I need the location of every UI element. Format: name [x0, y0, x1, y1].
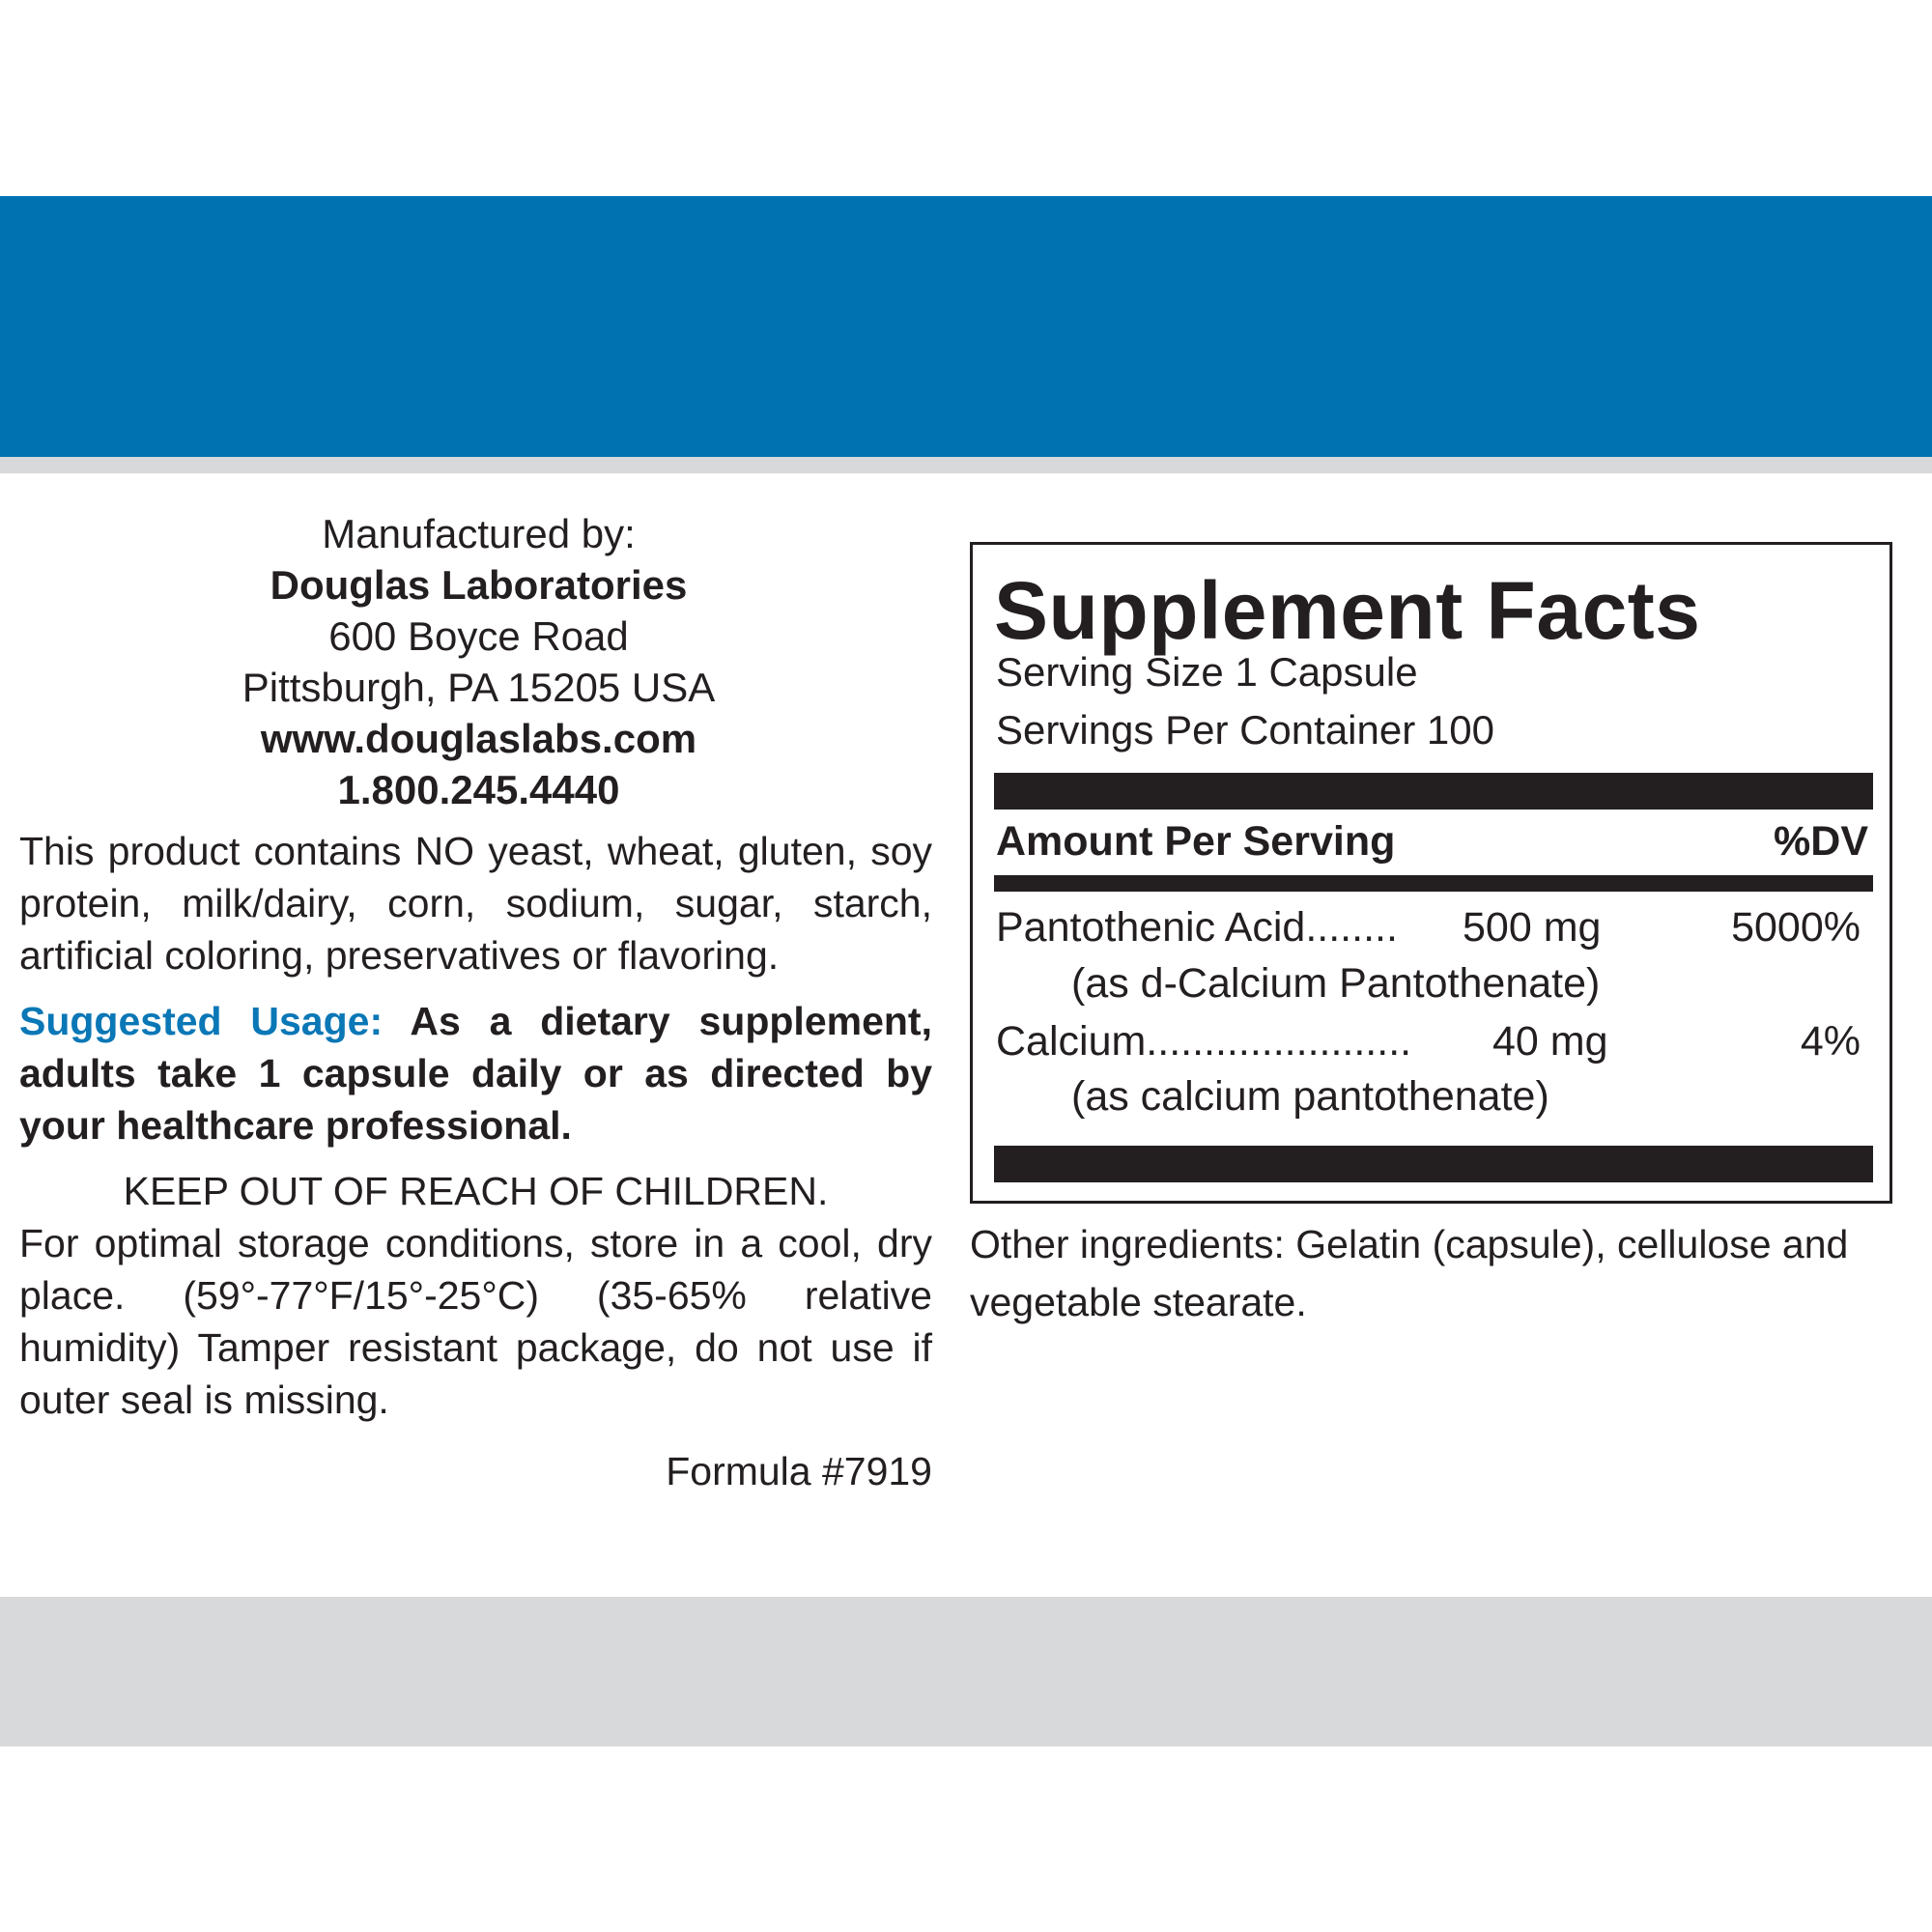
manufacturer-phone: 1.800.245.4440 [337, 767, 620, 812]
nutrient-source: (as calcium pantothenate) [1071, 1073, 1549, 1120]
storage-instructions: For optimal storage conditions, store in a cool, dry place. (59°-77°F/15°-25°C) (35-65% relative humidity) Tamper resistant package, do not use if outer seal is missing. [19, 1221, 932, 1422]
supplement-facts-panel [970, 542, 1892, 1204]
suggested-usage-label: Suggested Usage: [19, 999, 384, 1043]
medium-rule [994, 875, 1873, 892]
manufacturer-website: www.douglaslabs.com [260, 716, 697, 761]
suggested-usage [19, 995, 932, 1151]
thick-rule-bottom [994, 1146, 1873, 1182]
nutrient-dv: 4% [1800, 1018, 1861, 1065]
facts-title: Supplement Facts [994, 565, 1701, 656]
dv-header: %DV [1774, 818, 1868, 865]
nutrient-dv: 5000% [1731, 904, 1861, 951]
nutrient-amount: 500 mg [1463, 904, 1602, 951]
manufacturer-intro: Manufactured by: [322, 511, 636, 556]
suggested-usage-text: As a dietary supplement, adults take 1 capsule daily or as directed by your healthcare professional. [19, 999, 932, 1148]
formula-number: Formula #7919 [666, 1449, 932, 1493]
thick-rule-top [994, 773, 1873, 810]
nutrient-name: Pantothenic Acid........ [996, 904, 1398, 951]
top-blue-band [0, 196, 1932, 457]
manufacturer-name: Douglas Laboratories [270, 562, 688, 608]
nutrient-source: (as d-Calcium Pantothenate) [1071, 960, 1601, 1007]
nutrient-name: Calcium....................... [996, 1018, 1412, 1065]
contains-statement: This product contains NO yeast, wheat, gluten, soy protein, milk/dairy, corn, sodium, sugar, starch, artificial coloring, preservatives or flavoring. [19, 829, 932, 978]
serving-size: Serving Size 1 Capsule [996, 649, 1418, 695]
manufacturer-city: Pittsburgh, PA 15205 USA [242, 665, 716, 710]
manufacturer-block [22, 508, 935, 815]
grey-divider-line [0, 457, 1932, 473]
nutrient-amount: 40 mg [1492, 1018, 1608, 1065]
manufacturer-street: 600 Boyce Road [328, 613, 629, 659]
other-ingredients: Other ingredients: Gelatin (capsule), cellulose and vegetable stearate. [970, 1222, 1849, 1324]
children-warning: KEEP OUT OF REACH OF CHILDREN. [123, 1169, 829, 1213]
label-left-column [19, 508, 932, 1497]
bottom-grey-band [0, 1597, 1932, 1747]
servings-per-container: Servings Per Container 100 [996, 707, 1494, 753]
amount-per-serving-header: Amount Per Serving [996, 818, 1396, 865]
